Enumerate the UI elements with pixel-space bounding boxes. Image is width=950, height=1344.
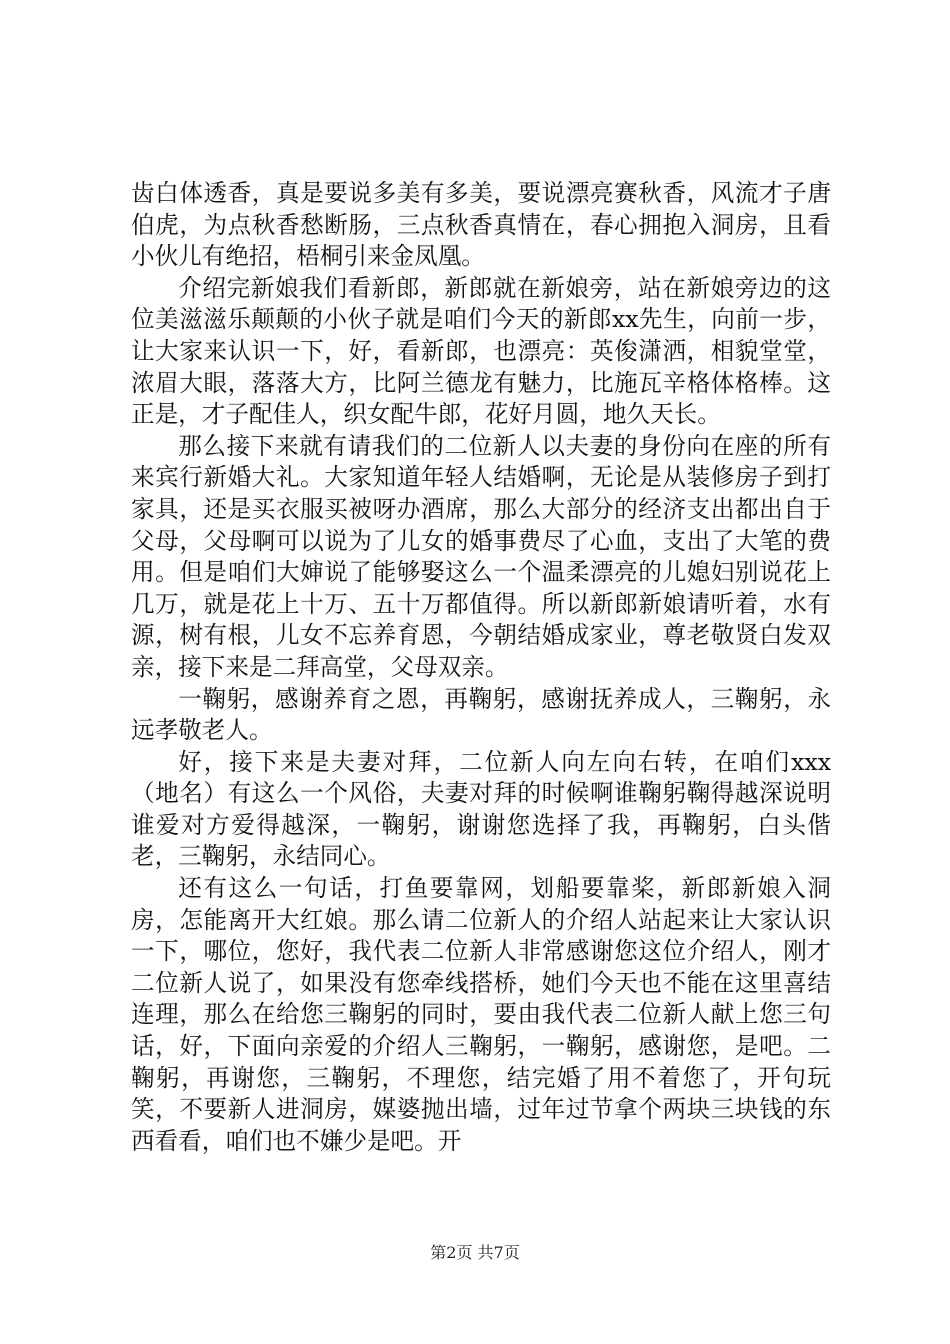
- paragraph-bow-to-parents: 那么接下来就有请我们的二位新人以夫妻的身份向在座的所有来宾行新婚大礼。大家知道年轻人结婚啊，无论是从装修房子到打家具，还是买衣服买被呀办酒席，那么大部分的经济支出都出自于父母，父母啊可以说为了儿女的婚事费尽了心血，支出了大笔的费用。但是咱们大婶说了能够娶这么一个温柔漂亮的儿媳妇别说花上几万，就是花上十万、五十万都值得。所以新郎新娘请听着，水有源，树有根，儿女不忘养育恩，今朝结婚成家业，尊老敬贤白发双亲，接下来是二拜高堂，父母双亲。: [131, 431, 831, 681]
- paragraph-three-bows: 一鞠躬，感谢养育之恩，再鞠躬，感谢抚养成人，三鞠躬，永远孝敬老人。: [131, 684, 831, 745]
- paragraph-matchmaker: 还有这么一句话，打鱼要靠网，划船要靠桨，新郎新娘入洞房，怎能离开大红娘。那么请二位新人的介绍人站起来让大家认识一下，哪位，您好，我代表二位新人非常感谢您这位介绍人，刚才二位新人说了，如果没有您牵线搭桥，她们今天也不能在这里喜结连理，那么在给您三鞠躬的同时，要由我代表二位新人献上您三句话，好，下面向亲爱的介绍人三鞠躬，一鞠躬，感谢您，是吧。二鞠躬，再谢您，三鞠躬，不理您，结完婚了用不着您了，开句玩笑，不要新人进洞房，媒婆抛出墙，过年过节拿个两块三块钱的东西看看，咱们也不嫌少是吧。开: [131, 874, 831, 1155]
- paragraph-couple-bow: 好，接下来是夫妻对拜，二位新人向左向右转，在咱们xxx（地名）有这么一个风俗，夫妻对拜的时候啊谁鞠躬鞠得越深说明谁爱对方爱得越深，一鞠躬，谢谢您选择了我，再鞠躬，白头偕老，三鞠躬，永结同心。: [131, 747, 831, 871]
- page-number-footer: 第2页 共7页: [430, 1243, 520, 1262]
- paragraph-continued: 齿白体透香，真是要说多美有多美，要说漂亮赛秋香，风流才子唐伯虎，为点秋香愁断肠，三点秋香真情在，春心拥抱入洞房，且看小伙儿有绝招，梧桐引来金凤凰。: [131, 179, 831, 271]
- paragraph-groom-intro: 介绍完新娘我们看新郎，新郎就在新娘旁，站在新娘旁边的这位美滋滋乐颠颠的小伙子就是咱们今天的新郎xx先生，向前一步，让大家来认识一下，好，看新郎，也漂亮：英俊潇洒，相貌堂堂，浓眉大眼，落落大方，比阿兰德龙有魅力，比施瓦辛格体格棒。这正是，才子配佳人，织女配牛郎，花好月圆，地久天长。: [131, 273, 831, 429]
- document-body: [131, 178, 831, 1157]
